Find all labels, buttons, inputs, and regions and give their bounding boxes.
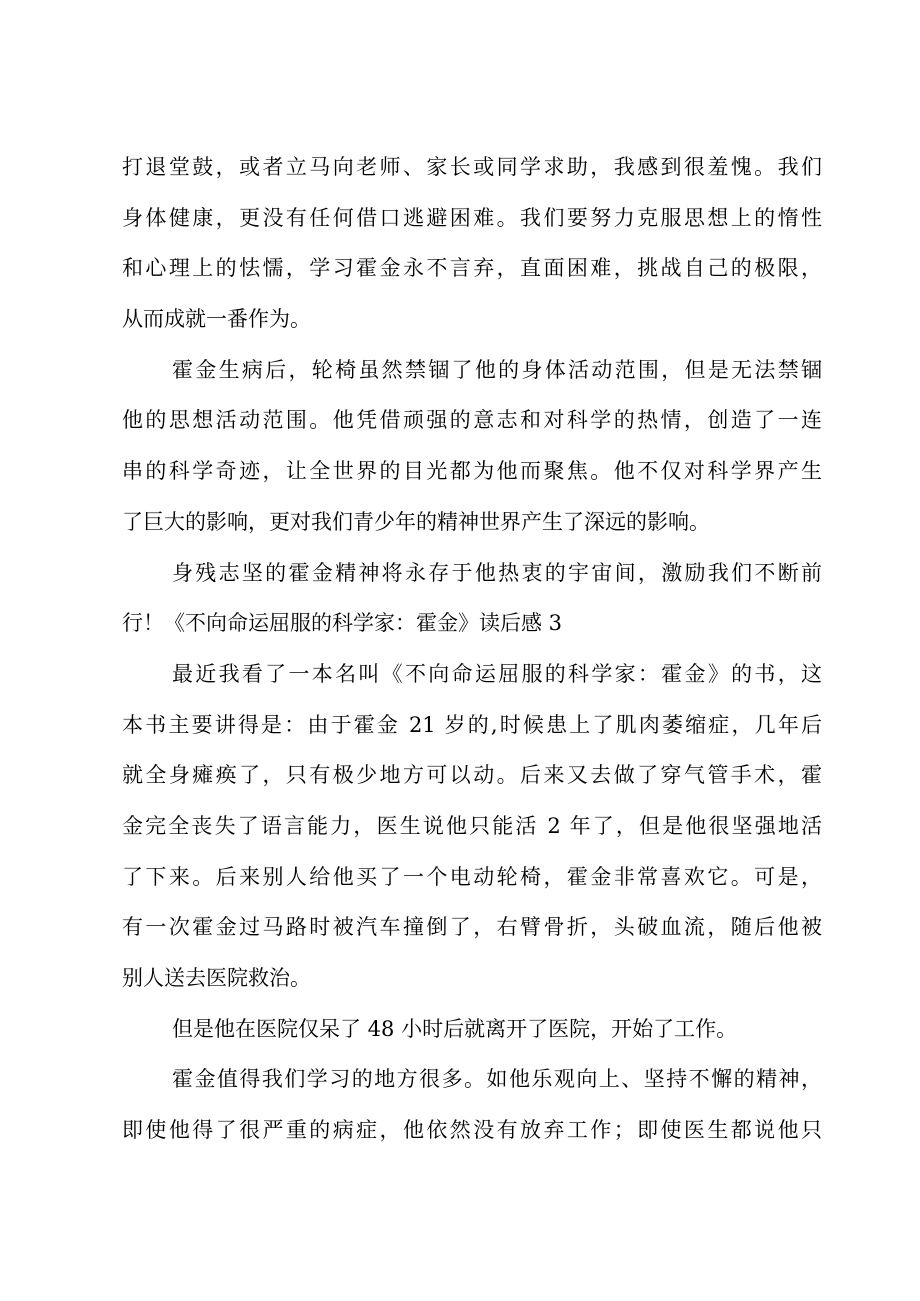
text-line: 他的思想活动范围。他凭借顽强的意志和对科学的热情，创造了一连 [122,408,822,433]
text-line: 本书主要讲得是：由于霍金 21 岁的,时候患上了肌肉萎缩症，几年后 [122,712,822,737]
text-line: 从而成就一番作为。 [122,307,311,332]
text-line: 有一次霍金过马路时被汽车撞倒了，右臂骨折，头破血流，随后他被 [122,915,822,940]
text-line: 打退堂鼓，或者立马向老师、家长或同学求助，我感到很羞愧。我们 [122,155,822,179]
text-line: 就全身瘫痪了，只有极少地方可以动。后来又去做了穿气管手术，霍 [122,763,822,788]
text-line: 了下来。后来别人给他买了一个电动轮椅，霍金非常喜欢它。可是， [122,864,822,889]
text-line: 但是他在医院仅呆了 48 小时后就离开了医院，开始了工作。 [172,1016,738,1041]
text-line: 行！《不向命运屈服的科学家：霍金》读后感 3 [122,611,563,636]
text-line: 霍金值得我们学习的地方很多。如他乐观向上、坚持不懈的精神， [172,1067,822,1092]
text-line: 串的科学奇迹，让全世界的目光都为他而聚焦。他不仅对科学界产生 [122,459,822,484]
document-body [122,142,822,1156]
text-line: 即使他得了很严重的病症，他依然没有放弃工作；即使医生都说他只 [122,1118,822,1143]
text-line: 身残志坚的霍金精神将永存于他热衷的宇宙间，激励我们不断前 [172,560,822,585]
text-line: 金完全丧失了语言能力，医生说他只能活 2 年了，但是他很坚强地活 [122,813,822,838]
text-line: 了巨大的影响，更对我们青少年的精神世界产生了深远的影响。 [122,509,710,534]
text-line: 和心理上的怯懦，学习霍金永不言弃，直面困难，挑战自己的极限， [122,256,822,281]
text-line: 别人送去医院救治。 [122,966,311,990]
text-line: 身体健康，更没有任何借口逃避困难。我们要努力克服思想上的惰性 [122,205,822,230]
text-line: 最近我看了一本名叫《不向命运屈服的科学家：霍金》的书，这 [172,661,822,686]
text-line: 霍金生病后，轮椅虽然禁锢了他的身体活动范围，但是无法禁锢 [172,357,822,382]
